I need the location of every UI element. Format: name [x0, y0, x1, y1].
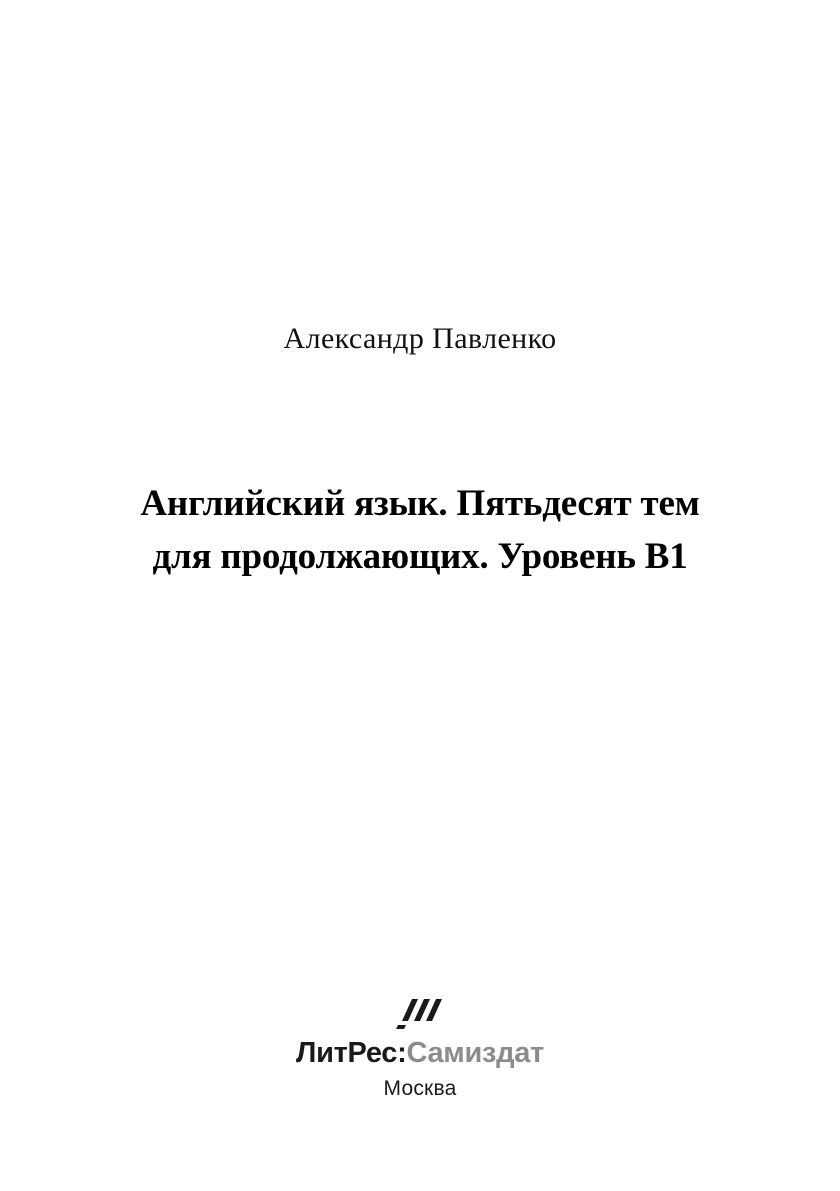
litres-slashes-icon	[396, 995, 444, 1029]
publisher-block	[0, 995, 840, 1101]
book-author: Александр Павленко	[283, 322, 557, 355]
book-title	[110, 478, 730, 583]
publisher-name-secondary: Самиздат	[406, 1037, 544, 1069]
publisher-city: Москва	[383, 1077, 457, 1100]
book-title-line-2: для продолжающих. Уровень B1	[152, 535, 688, 577]
publisher-name-primary: ЛитРес:	[296, 1037, 407, 1069]
publisher-wordmark	[0, 1039, 840, 1068]
book-title-line-1: Английский язык. Пятьдесят тем	[140, 483, 700, 524]
